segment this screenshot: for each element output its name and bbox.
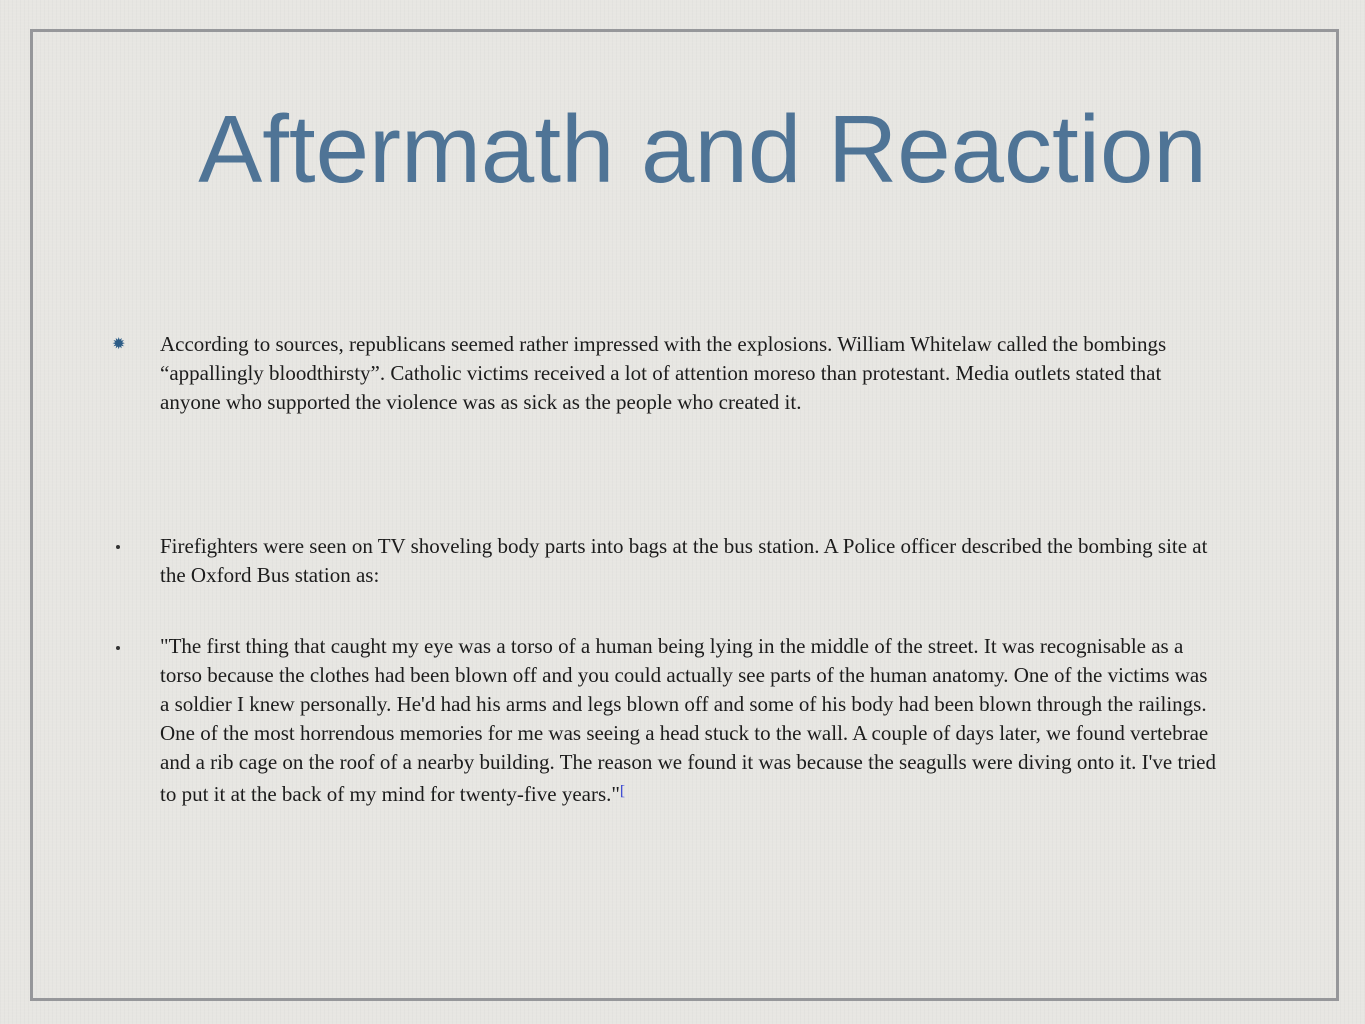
star-bullet-icon: ✹ [112, 334, 126, 353]
dot-bullet-icon [116, 545, 120, 549]
quote-text: "The first thing that caught my eye was a torso of a human being lying in the middle of the street. It was recognisable as a torso because the clothes had been blown off and you could actually see parts of the human anatomy. One of the victims was a soldier I knew personally. He'd had his arms and legs blown off and some of his body had been blown through the railings. One of the most horrendous memories for me was seeing a head stuck to the wall. A couple of days later, we found vertebrae and a rib cage on the roof of a nearby building. The reason we found it was because the seagulls were diving onto it. I've tried to put it at the back of my mind for twenty-five years." [160, 634, 1216, 806]
bullet-text-2: Firefighters were seen on TV shoveling body parts into bags at the bus station. A Police officer described the bombing site at the Oxford Bus station as: [160, 534, 1208, 587]
bullet-text-1: According to sources, republicans seemed rather impressed with the explosions. William Whitelaw called the bombings “appallingly bloodthirsty”. Catholic victims received a lot of attention moreso than protestant. Media outlets stated that anyone who supported the violence was as sick as the people who created it. [160, 332, 1167, 414]
citation-link[interactable]: [ [619, 783, 625, 799]
dot-bullet-icon [116, 646, 120, 650]
slide-title: Aftermath and Reaction [198, 96, 1207, 203]
bullet-text-3 [160, 632, 1220, 809]
